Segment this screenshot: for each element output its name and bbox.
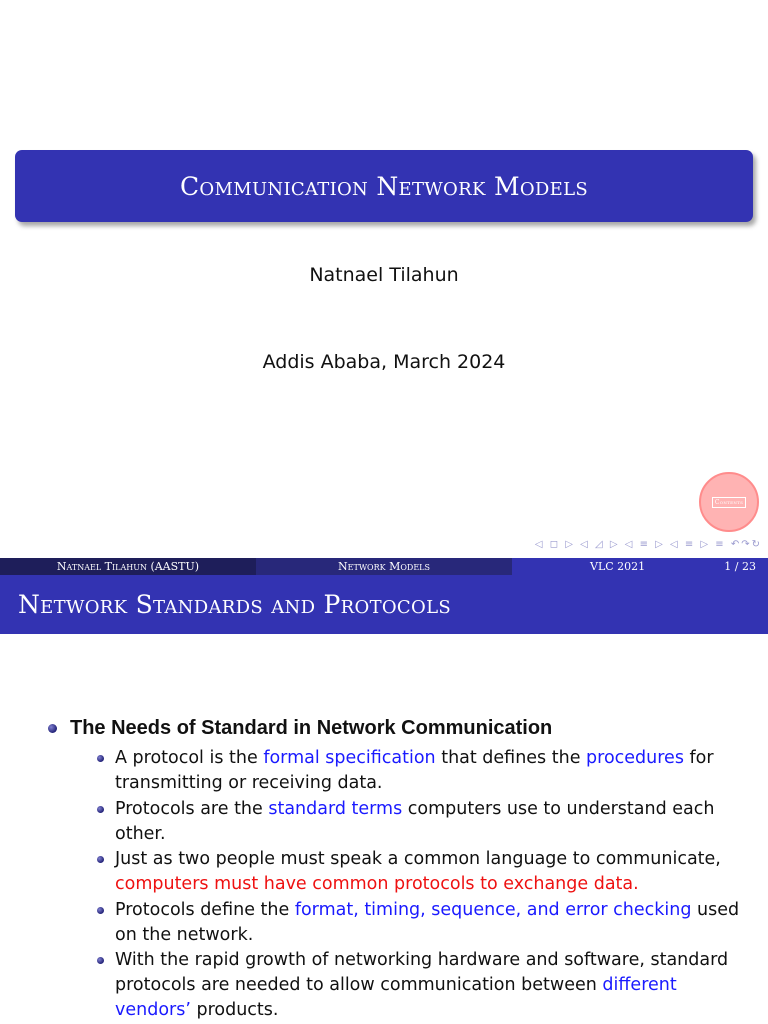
slide-footer: [0, 558, 768, 575]
text: computers use to understand each other.: [115, 799, 715, 844]
footer-page-number: 1 / 23: [724, 560, 756, 573]
slide-content: [0, 634, 768, 1024]
bullet-ball-icon: [97, 856, 104, 863]
footer-short-title: Network Models: [256, 558, 512, 575]
highlight-blue: formal specification: [263, 748, 436, 768]
bullet-ball-icon: [97, 806, 104, 813]
bullet-ball-icon: [97, 957, 104, 964]
list-item: [97, 746, 747, 796]
text: A protocol is the: [115, 748, 264, 768]
beamer-navigation-symbols[interactable]: ◁ ◻ ▷ ◁ ◿ ▷ ◁ ≡ ▷ ◁ ≡ ▷ ≡ ↶↷↻: [534, 539, 762, 550]
bullet-ball-icon: [48, 724, 57, 733]
highlight-blue: procedures: [586, 748, 684, 768]
list-item: [97, 948, 747, 1023]
frame-title-bar: [0, 575, 768, 634]
text: Just as two people must speak a common language to communicate,: [115, 849, 721, 869]
list-item: [97, 847, 747, 897]
main-bullet-text: The Needs of Standard in Network Communication: [70, 717, 553, 739]
text: Protocols are the: [115, 799, 269, 819]
text: products.: [190, 1000, 279, 1020]
bullet-ball-icon: [97, 907, 104, 914]
main-bullet: [48, 717, 552, 740]
presentation-title: Communication Network Models: [180, 171, 588, 201]
footer-venue: VLC 2021: [590, 560, 646, 573]
contents-stamp[interactable]: [699, 472, 759, 532]
list-item: [97, 898, 747, 948]
footer-right: [512, 558, 768, 575]
frame-title: Network Standards and Protocols: [18, 590, 451, 619]
place-date: Addis Ababa, March 2024: [262, 351, 506, 373]
footer-author: Natnael Tilahun (AASTU): [0, 558, 256, 575]
bullet-ball-icon: [97, 755, 104, 762]
highlight-blue: standard terms: [268, 799, 403, 819]
text: used on the network.: [115, 900, 740, 945]
author-name: Natnael Tilahun: [309, 264, 459, 286]
text: With the rapid growth of networking hardware and software, standard protocols are needed to allow communication between: [115, 950, 729, 995]
highlight-blue: format, timing, sequence, and error checking: [294, 900, 692, 920]
text: that defines the: [435, 748, 587, 768]
title-box: [15, 150, 753, 222]
text: Protocols define the: [115, 900, 295, 920]
text: for transmitting or receiving data.: [115, 748, 714, 793]
highlight-red: computers must have common protocols to exchange data.: [115, 874, 639, 894]
highlight-blue: different vendors’: [115, 975, 677, 1020]
list-item: [97, 797, 747, 847]
contents-stamp-label: Contents: [712, 497, 746, 508]
